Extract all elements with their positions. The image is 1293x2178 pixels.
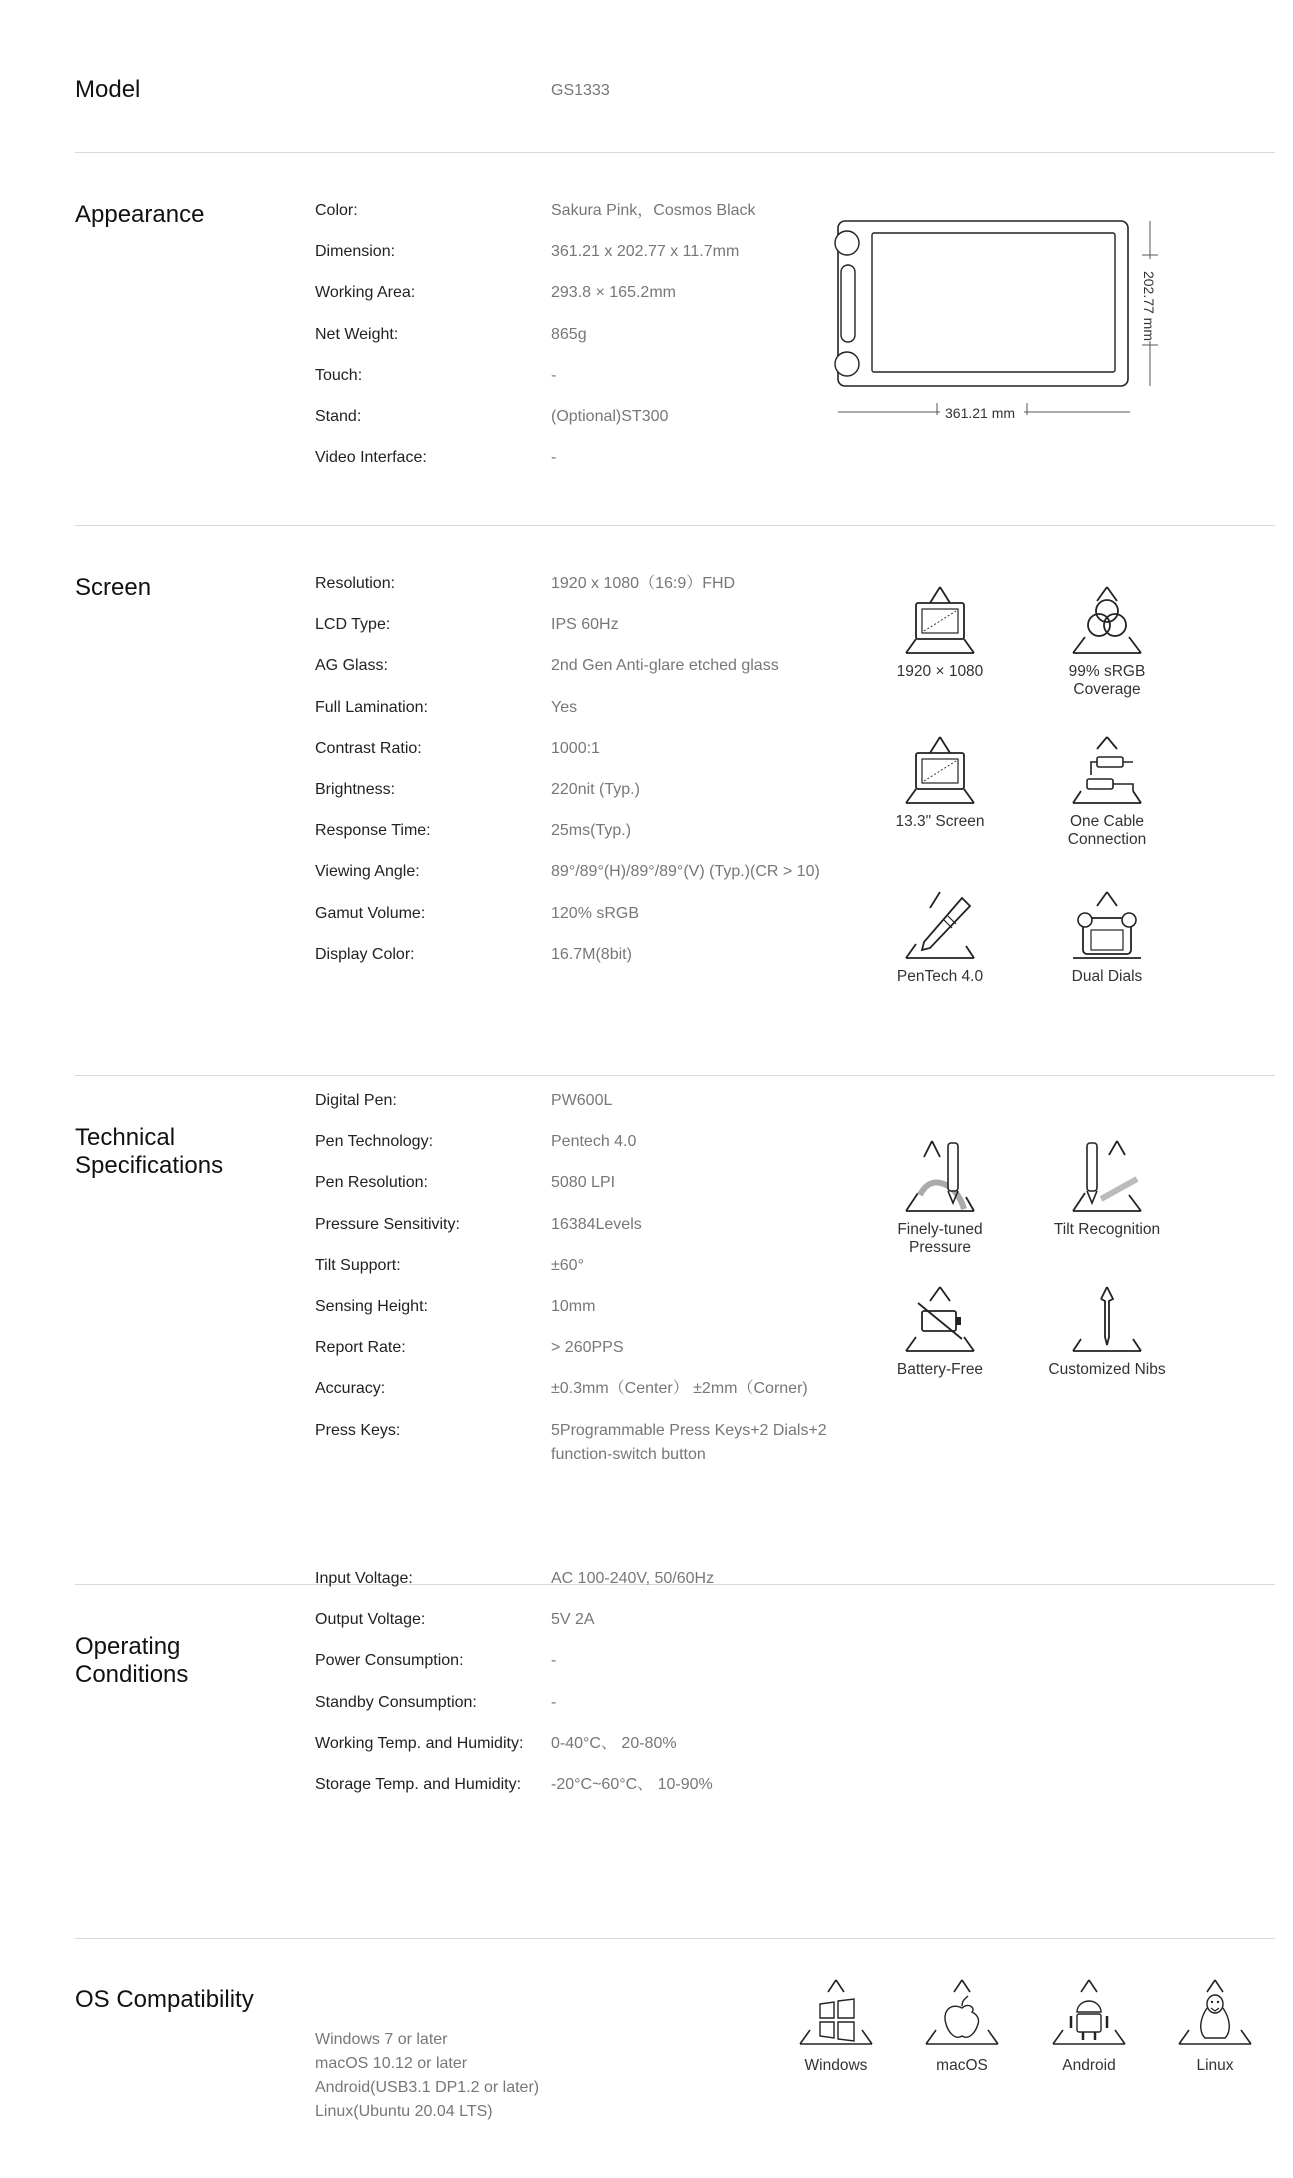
spec-label: Touch: — [315, 366, 363, 384]
spec-value: 220nit (Typ.) — [551, 781, 640, 798]
spec-value: 16384Levels — [551, 1215, 642, 1233]
spec-label: Standby Consumption: — [315, 1693, 477, 1711]
screen-size-icon — [900, 735, 980, 807]
windows-icon — [794, 1978, 878, 2048]
tablet-diagram — [830, 215, 1170, 415]
battery-free-icon — [900, 1285, 980, 1355]
operating-title-line2: Conditions — [75, 1661, 189, 1688]
spec-value: 293.8 × 165.2mm — [551, 284, 676, 302]
os-label: macOS — [936, 2057, 988, 2074]
spec-label: Full Lamination: — [315, 698, 428, 716]
apple-icon — [920, 1978, 1004, 2048]
spec-label: Press Keys: — [315, 1421, 401, 1439]
spec-value: 361.21 x 202.77 x 11.7mm — [551, 243, 740, 261]
feature-nibs — [1032, 1285, 1182, 1379]
spec-value: AC 100-240V, 50/60Hz — [551, 1570, 715, 1587]
feature-tilt — [1032, 1135, 1182, 1239]
os-label: Android — [1062, 2057, 1116, 2074]
spec-value: Sakura Pink，Cosmos Black — [551, 202, 756, 219]
appearance-title: Appearance — [75, 201, 205, 228]
spec-label: Tilt Support: — [315, 1256, 401, 1274]
pressure-pen-icon — [900, 1135, 980, 1215]
spec-label: Net Weight: — [315, 325, 399, 343]
model-title: Model — [75, 76, 141, 103]
feature-label: Dual Dials — [1071, 968, 1143, 985]
os-android — [1034, 1978, 1144, 2075]
feature-label: Battery-Free — [896, 1361, 984, 1378]
spec-label: Power Consumption: — [315, 1652, 464, 1670]
spec-value: 0-40°C、 20-80% — [551, 1734, 677, 1752]
spec-value: 120% sRGB — [551, 904, 640, 922]
spec-value: 865g — [551, 325, 587, 343]
spec-label: Dimension: — [315, 243, 396, 261]
spec-label: Pressure Sensitivity: — [315, 1215, 460, 1233]
technical-title-line2: Specifications — [75, 1152, 224, 1179]
spec-label: Resolution: — [315, 575, 396, 592]
os-title: OS Compatibility — [75, 1986, 254, 2013]
feature-label: Customized Nibs — [1048, 1361, 1166, 1378]
tilt-pen-icon — [1067, 1135, 1147, 1215]
spec-value: 5080 LPI — [551, 1174, 616, 1192]
linux-icon — [1173, 1978, 1257, 2048]
spec-value: - — [551, 449, 557, 467]
spec-label: Video Interface: — [315, 449, 427, 467]
feature-label: 13.3" Screen — [895, 813, 985, 830]
spec-label: Viewing Angle: — [315, 863, 420, 881]
pen-tech-icon — [900, 890, 980, 962]
width-dimension: 361.21 mm — [945, 405, 1016, 421]
spec-label: Pen Technology: — [315, 1133, 434, 1151]
spec-value: - — [551, 366, 557, 384]
spec-label: Contrast Ratio: — [315, 739, 422, 757]
nib-icon — [1067, 1285, 1147, 1355]
spec-value: Yes — [551, 698, 578, 716]
spec-label: Working Temp. and Humidity: — [315, 1734, 524, 1752]
divider — [75, 1938, 1275, 1939]
spec-label: LCD Type: — [315, 616, 391, 634]
color-gamut-icon — [1067, 585, 1147, 657]
feature-pressure — [865, 1135, 1015, 1257]
spec-value: PW600L — [551, 1092, 613, 1109]
os-linux — [1160, 1978, 1270, 2075]
feature-color-gamut — [1032, 585, 1182, 699]
spec-label: Digital Pen: — [315, 1092, 397, 1109]
feature-dual-dials — [1032, 890, 1182, 986]
technical-title-line1: Technical — [75, 1124, 176, 1151]
divider — [75, 1075, 1275, 1076]
spec-value: 2nd Gen Anti-glare etched glass — [551, 657, 779, 675]
spec-label: Stand: — [315, 408, 362, 425]
os-line: Linux(Ubuntu 20.04 LTS) — [315, 2103, 493, 2120]
spec-value: IPS 60Hz — [551, 616, 619, 634]
feature-label: 1920 × 1080 — [896, 663, 984, 680]
spec-label: Accuracy: — [315, 1380, 386, 1398]
spec-value: 5V 2A — [551, 1611, 595, 1629]
feature-label: One Cable Connection — [1067, 813, 1147, 848]
height-dimension: 202.77 mm — [1141, 270, 1158, 342]
divider — [75, 152, 1275, 153]
spec-value: -20°C~60°C、 10-90% — [551, 1776, 713, 1793]
os-label: Windows — [804, 2057, 868, 2074]
os-line: Android(USB3.1 DP1.2 or later) — [315, 2079, 540, 2096]
spec-label: Display Color: — [315, 945, 415, 963]
feature-label: PenTech 4.0 — [896, 968, 984, 985]
feature-label: Tilt Recognition — [1053, 1221, 1161, 1238]
spec-label: Color: — [315, 202, 358, 219]
spec-value: 89°/89°(H)/89°/89°(V) (Typ.)(CR > 10) — [551, 863, 820, 881]
spec-label: Working Area: — [315, 284, 416, 302]
os-macos — [907, 1978, 1017, 2075]
spec-value: 16.7M(8bit) — [551, 945, 632, 963]
spec-value: - — [551, 1652, 557, 1670]
operating-title-line1: Operating — [75, 1633, 181, 1660]
divider — [75, 525, 1275, 526]
spec-value: 5Programmable Press Keys+2 Dials+2 function-switch button — [551, 1421, 827, 1463]
feature-battery-free — [865, 1285, 1015, 1379]
feature-resolution — [865, 585, 1015, 681]
dual-dials-icon — [1067, 890, 1147, 962]
feature-label: Finely-tuned Pressure — [897, 1221, 983, 1256]
cable-icon — [1067, 735, 1147, 807]
spec-label: Report Rate: — [315, 1339, 406, 1357]
android-icon — [1047, 1978, 1131, 2048]
spec-label: Sensing Height: — [315, 1298, 428, 1315]
spec-value: Pentech 4.0 — [551, 1133, 637, 1151]
spec-label: Input Voltage: — [315, 1570, 413, 1587]
spec-value: ±60° — [551, 1256, 584, 1274]
os-windows — [781, 1978, 891, 2075]
spec-label: Storage Temp. and Humidity: — [315, 1776, 522, 1793]
spec-value: 1920 x 1080（16:9）FHD — [551, 575, 736, 592]
os-line: Windows 7 or later — [315, 2031, 448, 2048]
feature-label: 99% sRGB Coverage — [1068, 663, 1146, 698]
spec-label: Pen Resolution: — [315, 1174, 428, 1192]
spec-value: 25ms(Typ.) — [551, 822, 632, 840]
spec-label: Output Voltage: — [315, 1611, 426, 1629]
spec-value: ±0.3mm（Center） ±2mm（Corner) — [551, 1380, 808, 1398]
feature-cable — [1032, 735, 1182, 849]
spec-label: AG Glass: — [315, 657, 388, 675]
os-compatibility-list — [315, 2028, 539, 2124]
spec-value: - — [551, 1693, 557, 1711]
feature-screen-size — [865, 735, 1015, 831]
screen-title: Screen — [75, 574, 152, 601]
spec-value: 1000:1 — [551, 739, 600, 757]
spec-value: > 260PPS — [551, 1339, 624, 1357]
os-label: Linux — [1196, 2057, 1234, 2074]
spec-value: (Optional)ST300 — [551, 408, 669, 425]
spec-label: Brightness: — [315, 781, 396, 798]
model-value: GS1333 — [551, 82, 610, 99]
monitor-resolution-icon — [900, 585, 980, 657]
spec-value: 10mm — [551, 1298, 596, 1315]
spec-label: Response Time: — [315, 822, 431, 840]
os-line: macOS 10.12 or later — [315, 2055, 468, 2072]
spec-label: Gamut Volume: — [315, 904, 426, 922]
feature-pentech — [865, 890, 1015, 986]
